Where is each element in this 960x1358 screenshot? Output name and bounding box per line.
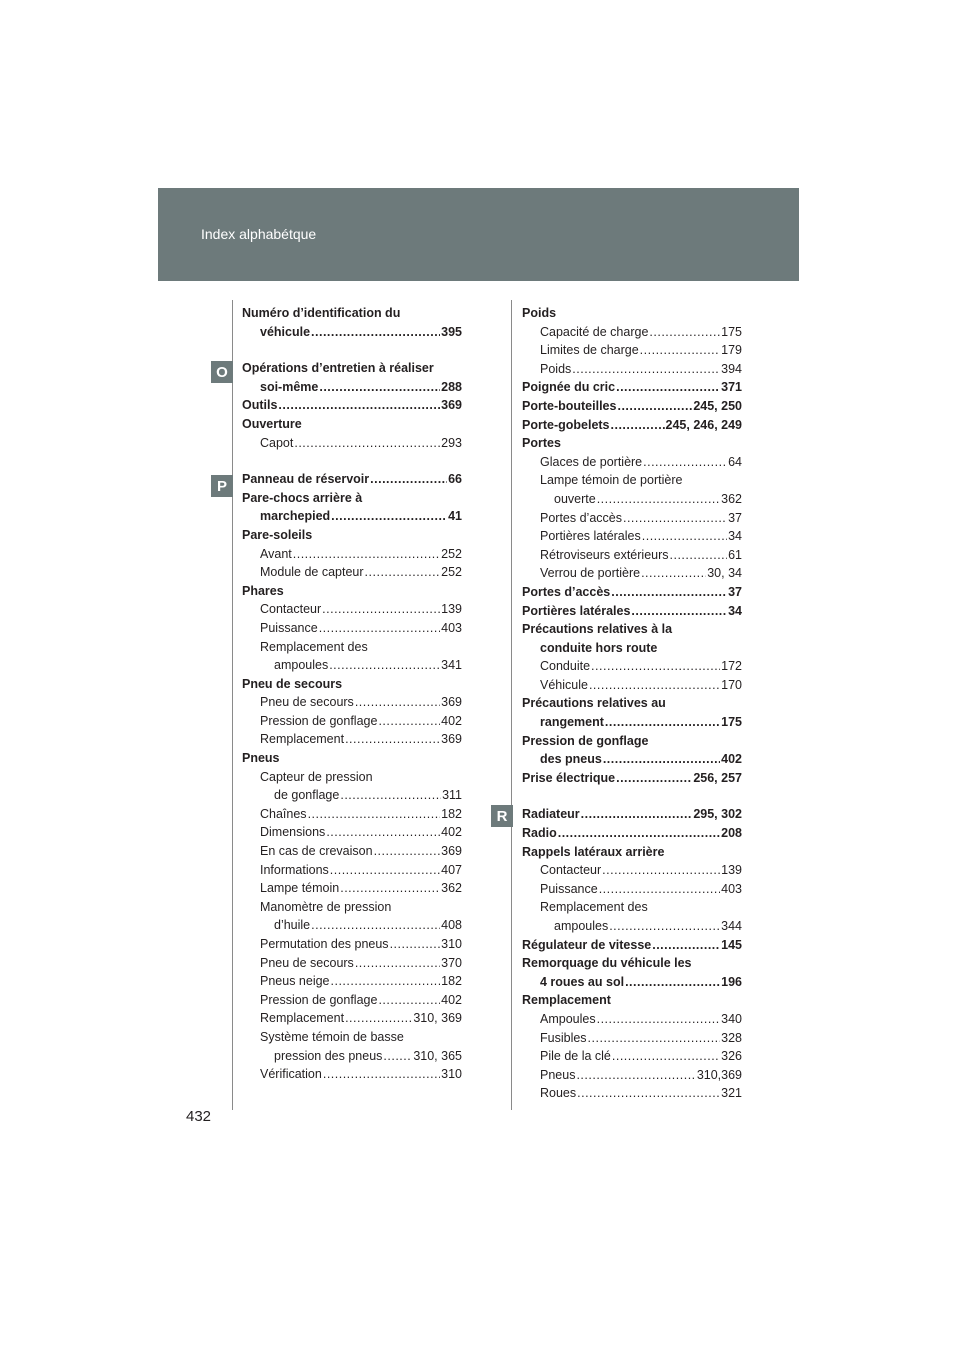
- index-entry: [522, 936, 742, 955]
- dot-leader: [612, 1047, 720, 1066]
- dot-leader: [322, 600, 440, 619]
- page-ref[interactable]: 34: [728, 529, 742, 544]
- page-ref[interactable]: 403: [441, 620, 462, 635]
- entry-label: Verrou de portière: [540, 566, 641, 581]
- index-entry: [522, 434, 742, 453]
- index-subentry: [522, 898, 742, 935]
- page-ref[interactable]: 370: [441, 955, 462, 970]
- entry-label: Glaces de portière: [540, 454, 643, 469]
- entry-label: Contacteur: [540, 863, 602, 878]
- entry-label: Pneus: [540, 1067, 576, 1082]
- dot-leader: [616, 769, 692, 788]
- page-title: Index alphabétque: [201, 226, 317, 242]
- dot-leader: [617, 397, 692, 416]
- index-subentry: [522, 323, 742, 342]
- entry-label: Pression de gonflage: [260, 713, 378, 728]
- index-subentry: [522, 453, 742, 472]
- page-ref[interactable]: 395: [441, 324, 462, 339]
- dot-leader: [605, 713, 720, 732]
- page-ref[interactable]: 310,369: [696, 1067, 742, 1082]
- entry-label: Permutation des pneus: [260, 937, 389, 951]
- index-subentry: [522, 360, 742, 379]
- entry-label: Poids: [540, 361, 572, 376]
- page-ref[interactable]: 41: [448, 509, 462, 524]
- dot-leader: [340, 879, 440, 898]
- index-subentry: [522, 880, 742, 899]
- dot-leader: [308, 805, 441, 824]
- entry-label: ampoules: [274, 658, 329, 673]
- page-ref[interactable]: 170: [721, 677, 742, 692]
- index-subentry: [522, 1029, 742, 1048]
- entry-label: Phares: [242, 583, 284, 598]
- index-entry: [242, 489, 462, 526]
- page-ref[interactable]: 326: [721, 1049, 742, 1064]
- dot-leader: [640, 341, 720, 360]
- page-ref[interactable]: 402: [721, 752, 742, 767]
- entry-label: Opérations d’entretien à réaliser: [242, 361, 434, 376]
- entry-label: de gonflage: [274, 788, 340, 803]
- index-subentry: [242, 619, 462, 638]
- index-subentry: [242, 638, 462, 675]
- entry-label: Radio: [522, 826, 557, 841]
- left-divider: [232, 300, 233, 1110]
- entry-label: Remplacement des: [260, 639, 368, 654]
- index-subentry: [522, 509, 742, 528]
- page-ref[interactable]: 256, 257: [693, 770, 742, 785]
- dot-leader: [340, 786, 441, 805]
- page-ref[interactable]: 172: [721, 659, 742, 674]
- index-subentry: [522, 546, 742, 565]
- page-ref[interactable]: 293: [441, 435, 462, 450]
- index-entry: [242, 526, 462, 545]
- index-subentry: [242, 563, 462, 582]
- index-entry: [522, 769, 742, 788]
- page-ref[interactable]: 30, 34: [707, 566, 742, 581]
- entry-label: Outils: [242, 398, 278, 413]
- entry-label: ouverte: [554, 491, 596, 506]
- entry-label: Lampe témoin de portière: [540, 473, 683, 488]
- entry-label: Puissance: [540, 881, 598, 896]
- dot-leader: [329, 656, 440, 675]
- index-entry: [242, 304, 462, 341]
- entry-label: Fusibles: [540, 1030, 587, 1045]
- entry-label: soi-même: [260, 379, 319, 394]
- entry-label: rangement: [540, 715, 604, 730]
- entry-label: Informations: [260, 862, 329, 877]
- dot-leader: [378, 991, 440, 1010]
- index-subentry: [242, 768, 462, 805]
- dot-leader: [641, 564, 706, 583]
- entry-label: 4 roues au sol: [540, 974, 625, 989]
- index-entry: [242, 415, 462, 434]
- index-entry: [242, 749, 462, 768]
- page-ref[interactable]: 295, 302: [693, 807, 742, 822]
- entry-label: Panneau de réservoir: [242, 472, 370, 487]
- entry-label: Radiateur: [522, 807, 580, 822]
- index-subentry: [522, 676, 742, 695]
- entry-label: Module de capteur: [260, 565, 364, 580]
- page-ref[interactable]: 402: [441, 825, 462, 840]
- page-ref[interactable]: 288: [441, 379, 462, 394]
- index-subentry: [242, 693, 462, 712]
- page-ref[interactable]: 34: [728, 603, 742, 618]
- index-subentry: [242, 545, 462, 564]
- section-tab-r: R: [491, 805, 513, 827]
- page-number: 432: [186, 1108, 212, 1125]
- entry-label: Pneus neige: [260, 974, 330, 989]
- entry-label: Manomètre de pression: [260, 899, 392, 914]
- page-ref[interactable]: 37: [728, 510, 742, 525]
- index-entry: [522, 602, 742, 621]
- dot-leader: [383, 1047, 412, 1066]
- index-column-right: [522, 304, 742, 1103]
- dot-leader: [319, 619, 440, 638]
- entry-label: d’huile: [274, 918, 311, 933]
- index-entry: [522, 304, 742, 323]
- entry-label: Puissance: [260, 620, 318, 635]
- entry-label: Pneu de secours: [242, 676, 343, 691]
- entry-label: marchepied: [260, 509, 331, 524]
- dot-leader: [631, 602, 727, 621]
- index-entry: [522, 954, 742, 991]
- entry-label: Lampe témoin: [260, 881, 340, 896]
- entry-label: Numéro d’identification du: [242, 306, 401, 320]
- index-subentry: [242, 842, 462, 861]
- page-ref[interactable]: 252: [441, 565, 462, 580]
- entry-label: Remplacement: [260, 1011, 345, 1026]
- dot-leader: [558, 824, 720, 843]
- dot-leader: [326, 823, 440, 842]
- entry-label: Rappels latéraux arrière: [522, 844, 665, 859]
- page-ref[interactable]: 408: [441, 918, 462, 933]
- page-ref[interactable]: 369: [441, 398, 462, 413]
- dot-leader: [572, 360, 720, 379]
- dot-leader: [581, 805, 693, 824]
- entry-label: Capacité de charge: [540, 324, 649, 339]
- dot-leader: [599, 880, 720, 899]
- section-gap: [242, 341, 462, 359]
- dot-leader: [323, 1065, 440, 1084]
- dot-leader: [616, 378, 720, 397]
- dot-leader: [331, 972, 441, 991]
- index-subentry: [522, 341, 742, 360]
- entry-label: Pare-soleils: [242, 527, 313, 542]
- dot-leader: [642, 527, 727, 546]
- entry-label: des pneus: [540, 752, 602, 767]
- entry-label: Prise électrique: [522, 770, 616, 785]
- index-entry: [242, 470, 462, 489]
- page-ref[interactable]: 344: [721, 919, 742, 933]
- dot-leader: [602, 861, 720, 880]
- page-ref[interactable]: 371: [721, 380, 742, 395]
- entry-label: Pneu de secours: [260, 695, 354, 710]
- index-subentry: [242, 898, 462, 935]
- entry-label: Capteur de pression: [260, 769, 373, 784]
- index-entry: [522, 416, 742, 435]
- index-entry: [522, 991, 742, 1010]
- dot-leader: [311, 916, 440, 935]
- page-ref[interactable]: 402: [441, 713, 462, 728]
- page-ref[interactable]: 403: [721, 881, 742, 896]
- entry-label: Poids: [522, 306, 557, 320]
- section-gap: [522, 787, 742, 805]
- dot-leader: [370, 470, 447, 489]
- index-entry: [242, 396, 462, 415]
- index-subentry: [522, 1047, 742, 1066]
- index-subentry: [522, 1084, 742, 1103]
- page-ref[interactable]: 369: [441, 695, 462, 710]
- dot-leader: [355, 693, 440, 712]
- dot-leader: [355, 954, 440, 973]
- dot-leader: [652, 936, 720, 955]
- entry-label: Chaînes: [260, 806, 307, 821]
- entry-label: Pile de la clé: [540, 1049, 611, 1064]
- dot-leader: [294, 434, 440, 453]
- index-subentry: [242, 823, 462, 842]
- entry-label: Porte-bouteilles: [522, 398, 617, 413]
- index-subentry: [242, 730, 462, 749]
- dot-leader: [311, 323, 440, 342]
- dot-leader: [345, 1009, 412, 1028]
- dot-leader: [588, 1029, 721, 1048]
- entry-label: pression des pneus: [274, 1048, 383, 1063]
- page-ref[interactable]: 196: [721, 974, 742, 989]
- dot-leader: [293, 545, 440, 564]
- dot-leader: [649, 323, 720, 342]
- entry-label: Remorquage du véhicule les: [522, 956, 692, 971]
- page-ref[interactable]: 175: [721, 324, 742, 339]
- entry-label: Portes d’accès: [522, 584, 611, 599]
- page-ref[interactable]: 61: [728, 547, 742, 562]
- entry-label: Avant: [260, 546, 292, 561]
- index-entry: [242, 675, 462, 694]
- index-subentry: [522, 471, 742, 508]
- index-subentry: [242, 600, 462, 619]
- index-subentry: [242, 712, 462, 731]
- entry-label: Pression de gonflage: [522, 733, 649, 748]
- dot-leader: [611, 416, 665, 435]
- entry-label: ampoules: [554, 919, 609, 933]
- index-entry: [242, 359, 462, 396]
- page-ref[interactable]: 310, 365: [413, 1048, 462, 1063]
- entry-label: Rétroviseurs extérieurs: [540, 547, 669, 562]
- center-divider: [511, 300, 512, 1110]
- entry-label: conduite hors route: [540, 640, 658, 655]
- entry-label: Véhicule: [540, 677, 588, 692]
- index-entry: [522, 805, 742, 824]
- entry-label: Précautions relatives au: [522, 696, 666, 711]
- index-subentry: [242, 972, 462, 991]
- dot-leader: [597, 490, 720, 509]
- page-ref[interactable]: 321: [721, 1086, 742, 1101]
- page-ref[interactable]: 362: [441, 881, 462, 896]
- entry-label: Dimensions: [260, 825, 326, 840]
- dot-leader: [591, 657, 720, 676]
- entry-label: véhicule: [260, 324, 311, 339]
- page-ref[interactable]: 64: [728, 454, 742, 469]
- dot-leader: [609, 917, 720, 936]
- index-entry: [522, 397, 742, 416]
- index-subentry: [522, 564, 742, 583]
- index-entry: [522, 843, 742, 862]
- dot-leader: [597, 1010, 721, 1029]
- page-ref[interactable]: 245, 250: [693, 398, 742, 413]
- page-ref[interactable]: 182: [441, 806, 462, 821]
- page-ref[interactable]: 394: [721, 361, 742, 376]
- dot-leader: [365, 563, 441, 582]
- dot-leader: [331, 507, 447, 526]
- entry-label: Portières latérales: [522, 603, 631, 618]
- index-entry: [522, 824, 742, 843]
- entry-label: Remplacement: [260, 732, 345, 747]
- dot-leader: [278, 396, 440, 415]
- entry-label: Conduite: [540, 659, 591, 674]
- page-ref[interactable]: 145: [721, 937, 742, 952]
- dot-leader: [623, 509, 727, 528]
- page-ref[interactable]: 402: [441, 992, 462, 1007]
- page-ref[interactable]: 139: [721, 863, 742, 878]
- page-ref[interactable]: 362: [721, 491, 742, 506]
- section-gap: [242, 452, 462, 470]
- page-ref[interactable]: 310: [441, 1067, 462, 1082]
- section-tab-o: O: [211, 361, 233, 383]
- entry-label: Contacteur: [260, 602, 322, 617]
- index-subentry: [522, 527, 742, 546]
- entry-label: En cas de crevaison: [260, 844, 373, 859]
- index-subentry: [242, 1065, 462, 1084]
- dot-leader: [611, 583, 727, 602]
- index-subentry: [242, 805, 462, 824]
- entry-label: Ampoules: [540, 1011, 596, 1026]
- entry-label: Régulateur de vitesse: [522, 937, 652, 952]
- index-entry: [522, 694, 742, 731]
- page-ref[interactable]: 310, 369: [413, 1011, 462, 1026]
- entry-label: Portes d’accès: [540, 510, 622, 525]
- dot-leader: [625, 973, 720, 992]
- dot-leader: [374, 842, 441, 861]
- entry-label: Pneu de secours: [260, 955, 354, 970]
- index-subentry: [522, 861, 742, 880]
- index-subentry: [242, 935, 462, 954]
- page-ref[interactable]: 182: [441, 974, 462, 989]
- page-ref[interactable]: 340: [721, 1011, 742, 1026]
- entry-label: Ouverture: [242, 416, 302, 431]
- dot-leader: [390, 935, 441, 954]
- index-subentry: [242, 879, 462, 898]
- page-ref[interactable]: 310: [441, 937, 462, 951]
- entry-label: Système témoin de basse: [260, 1029, 404, 1044]
- index-subentry: [242, 954, 462, 973]
- entry-label: Pare-chocs arrière à: [242, 490, 363, 505]
- index-subentry: [242, 1028, 462, 1065]
- index-subentry: [242, 434, 462, 453]
- entry-label: Vérification: [260, 1067, 322, 1082]
- index-entry: [522, 732, 742, 769]
- dot-leader: [603, 750, 720, 769]
- dot-leader: [577, 1084, 720, 1103]
- entry-label: Portières latérales: [540, 529, 641, 544]
- dot-leader: [319, 378, 440, 397]
- index-subentry: [242, 861, 462, 880]
- dot-leader: [589, 676, 720, 695]
- index-subentry: [242, 1009, 462, 1028]
- index-entry: [522, 378, 742, 397]
- entry-label: Capot: [260, 435, 294, 450]
- entry-label: Portes: [522, 436, 561, 451]
- dot-leader: [643, 453, 727, 472]
- page-ref[interactable]: 252: [441, 546, 462, 561]
- entry-label: Remplacement: [522, 993, 611, 1008]
- dot-leader: [670, 546, 728, 565]
- dot-leader: [330, 861, 440, 880]
- section-tab-p: P: [211, 475, 233, 497]
- page-ref[interactable]: 37: [728, 584, 742, 599]
- index-entry: [522, 583, 742, 602]
- page-ref[interactable]: 245, 246, 249: [665, 417, 742, 432]
- page-ref[interactable]: 139: [441, 602, 462, 617]
- dot-leader: [576, 1066, 695, 1085]
- index-subentry: [522, 1010, 742, 1029]
- page-ref[interactable]: 369: [441, 844, 462, 859]
- dot-leader: [345, 730, 440, 749]
- entry-label: Limites de charge: [540, 343, 639, 358]
- page-ref[interactable]: 66: [448, 472, 462, 487]
- index-subentry: [522, 657, 742, 676]
- page-ref[interactable]: 341: [441, 658, 462, 673]
- index-subentry: [522, 1066, 742, 1085]
- entry-label: Pression de gonflage: [260, 992, 378, 1007]
- dot-leader: [378, 712, 440, 731]
- entry-label: Porte-gobelets: [522, 417, 610, 432]
- page-ref[interactable]: 208: [721, 826, 742, 841]
- index-subentry: [242, 991, 462, 1010]
- page-ref[interactable]: 179: [721, 343, 742, 358]
- index-entry: [242, 582, 462, 601]
- entry-label: Précautions relatives à la: [522, 622, 673, 637]
- page-ref[interactable]: 407: [441, 862, 462, 877]
- page-ref[interactable]: 328: [721, 1030, 742, 1045]
- entry-label: Remplacement des: [540, 900, 648, 915]
- index-entry: [522, 620, 742, 657]
- index-column-left: [242, 304, 462, 1084]
- entry-label: Pneus: [242, 751, 280, 766]
- entry-label: Poignée du cric: [522, 380, 616, 395]
- page-ref[interactable]: 175: [721, 715, 742, 730]
- page-ref[interactable]: 311: [442, 788, 462, 803]
- entry-label: Roues: [540, 1086, 577, 1101]
- page-ref[interactable]: 369: [441, 732, 462, 747]
